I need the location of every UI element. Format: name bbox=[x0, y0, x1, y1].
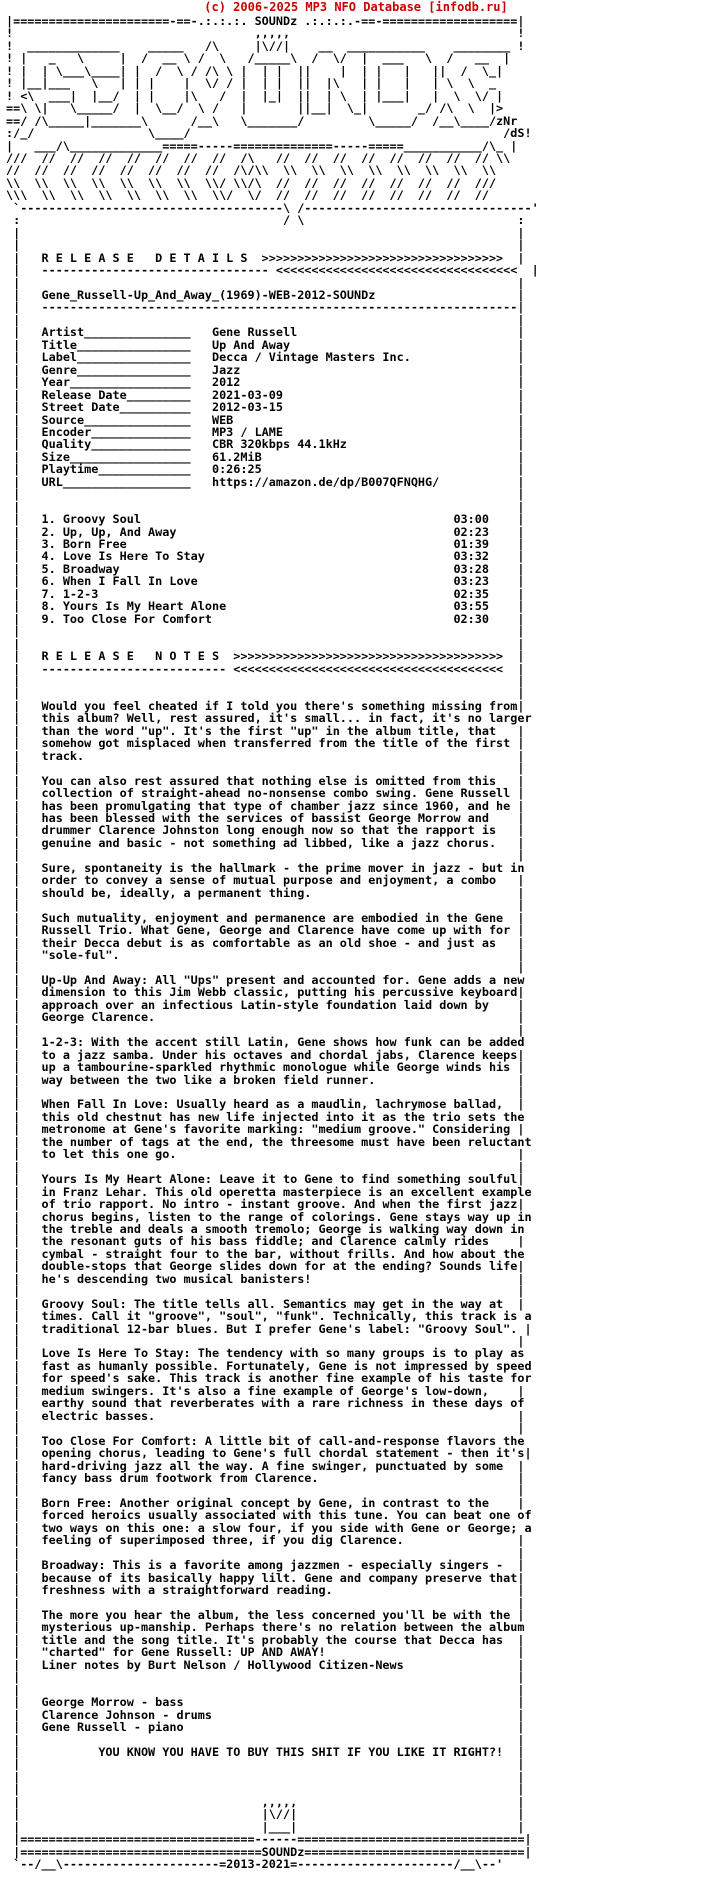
nfo-line: | Artist_______________ Gene Russell | bbox=[6, 325, 525, 340]
nfo-line: | | bbox=[6, 1421, 525, 1436]
nfo-line: | |___| | bbox=[6, 1819, 525, 1834]
nfo-line: | 1. Groovy Soul 03:00 | bbox=[6, 512, 525, 527]
nfo-line: | because of its basically happy lilt. Gene and company preserve that| bbox=[6, 1570, 525, 1585]
nfo-line: | fancy bass drum footwork from Clarence. | bbox=[6, 1471, 525, 1486]
nfo-line: | Source_______________ WEB | bbox=[6, 412, 525, 427]
nfo-line: |======================-==-.:.:.:. SOUNDz .:.:.:.-==-===================| bbox=[6, 14, 525, 28]
nfo-line: | this album? Well, rest assured, it's small... in fact, it's no larger bbox=[6, 711, 532, 726]
nfo-line: | approach over an infectious Latin-style foundation laid down by | bbox=[6, 997, 525, 1012]
nfo-line: | -------------------------- <<<<<<<<<<<<<<<<<<<<<<<<<<<<<<<<<<<<<< | bbox=[6, 661, 525, 676]
nfo-line: | | bbox=[6, 225, 525, 240]
nfo-line: | Born Free: Another original concept by Gene, in contrast to the | bbox=[6, 1495, 525, 1510]
nfo-line: | has been promulgating that type of chamber jazz since 1960, and he | bbox=[6, 798, 525, 813]
nfo-line: | cymbal - straight four to the bar, without frills. And how about the bbox=[6, 1246, 525, 1261]
nfo-line: | ,,,,, | bbox=[6, 1794, 525, 1809]
nfo-line: | forced heroics usually associated with this tune. You can beat one of bbox=[6, 1508, 532, 1523]
nfo-line: | Quality______________ CBR 320kbps 44.1kHz | bbox=[6, 437, 525, 452]
nfo-line: | | bbox=[6, 1595, 525, 1610]
nfo-line: | | bbox=[6, 898, 525, 913]
nfo-line: | up a tambourine-sparkled rhythmic monologue while George winds his | bbox=[6, 1060, 525, 1075]
nfo-line: | 6. When I Fall In Love 03:23 | bbox=[6, 574, 525, 589]
nfo-line: |=================================------================================| bbox=[6, 1832, 532, 1847]
nfo-line: | genuine and basic - not something ad libbed, like a jazz chorus. | bbox=[6, 835, 525, 850]
nfo-line: | | bbox=[6, 1159, 525, 1174]
nfo-line: ! | _ \ | / __ \ / \ /_____\ / \/ | ___ \ / __ | bbox=[6, 51, 511, 66]
nfo-line: | Too Close For Comfort: A little bit of call-and-response flavors the bbox=[6, 1433, 525, 1448]
nfo-line: | Broadway: This is a favorite among jazzmen - especially singers - | bbox=[6, 1558, 525, 1573]
nfo-line: | 7. 1-2-3 02:35 | bbox=[6, 586, 525, 601]
nfo-line: | 8. Yours Is My Heart Alone 03:55 | bbox=[6, 599, 525, 614]
nfo-line: | Encoder______________ MP3 / LAME | bbox=[6, 424, 525, 439]
nfo-line: | | bbox=[6, 1334, 525, 1349]
nfo-line: | |\//| | bbox=[6, 1807, 525, 1822]
nfo-line: | | bbox=[6, 624, 525, 639]
nfo-line: | Russell Trio. What Gene, George and Clarence have come up with for | bbox=[6, 923, 525, 938]
nfo-line: | dimension to this Jim Webb classic, putting his percussive keyboard| bbox=[6, 985, 525, 1000]
nfo-line: | URL__________________ https://amazon.de/dp/B007QFNQHG/ | bbox=[6, 474, 525, 489]
nfo-line: ! _____________ _____ /\ |\//| __ ___________ ________ ! bbox=[6, 38, 525, 53]
nfo-line: ! ,,,,, ! bbox=[6, 26, 525, 41]
nfo-line: | in Franz Lehar. This old operetta masterpiece is an excellent example bbox=[6, 1184, 532, 1199]
nfo-line: | | bbox=[6, 848, 525, 863]
nfo-line: `-------------------------------------\ /--------------------------------' bbox=[6, 200, 539, 215]
nfo-line: | 2. Up, Up, And Away 02:23 | bbox=[6, 524, 525, 539]
nfo-line: | opening chorus, leading to Gene's full chordal statement - then it's| bbox=[6, 1446, 532, 1461]
nfo-line: | | bbox=[6, 1483, 525, 1498]
nfo-line: | Love Is Here To Stay: The tendency with so many groups is to play as bbox=[6, 1346, 525, 1361]
nfo-line: | | bbox=[6, 1757, 525, 1772]
nfo-line: ==\ \| \_____/ | \__/ \ / | ||__| \_| _/ /\ \ |> bbox=[6, 101, 504, 116]
nfo-line: | the treble and deals a smooth tremolo; George is walking way down in bbox=[6, 1221, 525, 1236]
nfo-line: | two ways on this one: a slow four, if you side with Gene or George; a bbox=[6, 1520, 532, 1535]
nfo-line: | 3. Born Free 01:39 | bbox=[6, 537, 525, 552]
nfo-line: | | bbox=[6, 761, 525, 776]
nfo-line: | | bbox=[6, 1782, 525, 1797]
nfo-line: | Label________________ Decca / Vintage Masters Inc. | bbox=[6, 350, 525, 365]
nfo-line: | YOU KNOW YOU HAVE TO BUY THIS SHIT IF YOU LIKE IT RIGHT?! | bbox=[6, 1744, 525, 1759]
nfo-line: | medium swingers. It's also a fine example of George's low-down, | bbox=[6, 1383, 525, 1398]
nfodb-header: (c) 2006-2025 MP3 NFO Database [infodb.ru] bbox=[204, 0, 508, 14]
nfo-line: | mysterious up-manship. Perhaps there's no relation between the album bbox=[6, 1620, 525, 1635]
nfo-line: | Release Date_________ 2021-03-09 | bbox=[6, 387, 525, 402]
nfo-line: | should be, ideally, a permanent thing. | bbox=[6, 885, 525, 900]
nfo-line: | to let this one go. | bbox=[6, 1147, 525, 1162]
nfo-line: ! <\ ___| |__/ | | |\ / | |_| || | \ | |___| | \ \/ | bbox=[6, 88, 504, 103]
nfo-line: | Yours Is My Heart Alone: Leave it to Gene to find something soulful| bbox=[6, 1172, 525, 1187]
nfo-line: | Groovy Soul: The title tells all. Semantics may get in the way at | bbox=[6, 1296, 525, 1311]
nfo-line: /// // // // // // // // /\ // // // // // // // // \\ bbox=[6, 150, 511, 165]
nfo-line: | for speed's sake. This track is another fine example of his taste for bbox=[6, 1371, 532, 1386]
nfo-line: | Year_________________ 2012 | bbox=[6, 375, 525, 390]
nfo-line: | to a jazz samba. Under his octaves and chordal jabs, Clarence keeps| bbox=[6, 1047, 525, 1062]
nfo-line: | hard-driving jazz all the way. A fine swinger, punctuated by some | bbox=[6, 1458, 525, 1473]
nfo-line: :/_/ \____/ /dS! bbox=[6, 126, 532, 141]
nfo-line: | | bbox=[6, 1545, 525, 1560]
nfo-line: \\ \\ \\ \\ \\ \\ \\ \\/ \\/\ // // // // // // // /// bbox=[6, 175, 497, 190]
nfo-line: | Title________________ Up And Away | bbox=[6, 337, 525, 352]
nfo-line: | title and the song title. It's probably the course that Decca has | bbox=[6, 1632, 525, 1647]
nfo-line: | double-stops that George slides down for at the ending? Sounds life| bbox=[6, 1259, 525, 1274]
nfo-line: | -------------------------------------------------------------------| bbox=[6, 300, 525, 315]
nfo-line: | | bbox=[6, 275, 525, 290]
nfo-line: | Clarence Johnson - drums | bbox=[6, 1707, 525, 1722]
nfo-line: | R E L E A S E D E T A I L S >>>>>>>>>>>>>>>>>>>>>>>>>>>>>>>>>> | bbox=[6, 250, 525, 265]
nfo-text bbox=[6, 15, 539, 1871]
nfo-line: |==================================SOUNDz===============================| bbox=[6, 1844, 532, 1859]
nfo-line: | of trio rapport. No intro - instant groove. And when the first jazz| bbox=[6, 1197, 525, 1212]
nfo-line: ==/ /\_____|_______\ /__\ \_______/ \_____/ /__\____/zNr bbox=[6, 113, 518, 128]
nfo-line: | R E L E A S E N O T E S >>>>>>>>>>>>>>>>>>>>>>>>>>>>>>>>>>>>>> | bbox=[6, 649, 525, 664]
nfo-line: | | bbox=[6, 674, 525, 689]
nfo-line: | earthy sound that reverberates with a rare richness in these days of bbox=[6, 1396, 525, 1411]
nfo-line: | Gene Russell - piano | bbox=[6, 1720, 525, 1735]
nfo-line: | Sure, spontaneity is the hallmark - the prime mover in jazz - but in bbox=[6, 860, 525, 875]
nfo-line: \\\ \\ \\ \\ \\ \\ \\ \\/ \/ // // // // // // // // bbox=[6, 188, 497, 203]
nfo-line: | metronome at Gene's favorite marking: "medium groove." Considering | bbox=[6, 1122, 525, 1137]
nfo-line: | | bbox=[6, 1670, 525, 1685]
nfo-line: | | bbox=[6, 1732, 525, 1747]
nfo-line: | collection of straight-ahead no-nonsense combo swing. Gene Russell | bbox=[6, 786, 525, 801]
nfo-line: ! |__|___ \ | | | | \/ / | | | || |\ | | | | \ \ _ bbox=[6, 76, 504, 91]
nfo-line: | | bbox=[6, 1284, 525, 1299]
nfo-line: | he's descending two musical banisters! | bbox=[6, 1271, 525, 1286]
nfo-line: | Street Date__________ 2012-03-15 | bbox=[6, 400, 525, 415]
nfo-line: : / \ : bbox=[6, 213, 525, 228]
nfo-line: | chorus begins, listen to the range of colorings. Gene stays way up in bbox=[6, 1209, 532, 1224]
nfo-line: | 5. Broadway 03:28 | bbox=[6, 561, 525, 576]
nfo-line: | the number of tags at the end, the threesome must have been reluctant bbox=[6, 1134, 532, 1149]
nfo-line: | | bbox=[6, 686, 525, 701]
nfo-line: | than the word "up". It's the first "up" in the album title, that | bbox=[6, 723, 525, 738]
nfo-line: | track. | bbox=[6, 748, 525, 763]
nfo-line: | | bbox=[6, 1682, 525, 1697]
nfo-line: | 9. Too Close For Comfort 02:30 | bbox=[6, 611, 525, 626]
nfo-line: // // // // // // // // /\/\\ \\ \\ \\ \\ \\ \\ \\ \\ bbox=[6, 163, 497, 178]
nfo-line: | this old chestnut has new life injected into it as the trio sets the bbox=[6, 1109, 525, 1124]
nfo-line: | You can also rest assured that nothing else is omitted from this | bbox=[6, 773, 525, 788]
nfo-line: | -------------------------------- <<<<<<<<<<<<<<<<<<<<<<<<<<<<<<<<<< | bbox=[6, 263, 539, 278]
nfo-line: | | bbox=[6, 499, 525, 514]
nfo-line: | | bbox=[6, 636, 525, 651]
nfo-line: | fast as humanly possible. Fortunately, Gene is not impressed by speed bbox=[6, 1358, 532, 1373]
nfo-line: | Genre________________ Jazz | bbox=[6, 362, 525, 377]
nfo-line: | George Morrow - bass | bbox=[6, 1695, 525, 1710]
nfo-line: | | bbox=[6, 238, 525, 253]
nfo-line: | electric basses. | bbox=[6, 1408, 525, 1423]
nfo-line: | feeling of superimposed three, if you dig Clarence. | bbox=[6, 1533, 525, 1548]
nfo-line: | 4. Love Is Here To Stay 03:32 | bbox=[6, 549, 525, 564]
nfo-line: | traditional 12-bar blues. But I prefer Gene's label: "Groovy Soul". | bbox=[6, 1321, 532, 1336]
nfo-line: | drummer Clarence Johnston long enough now so that the rapport is | bbox=[6, 823, 525, 838]
nfo-line: | ___/\_____________=====-----==============-----=====___________/\_ | bbox=[6, 138, 518, 153]
nfo-line: | Playtime_____________ 0:26:25 | bbox=[6, 462, 525, 477]
nfo-line: | Up-Up And Away: All "Ups" present and accounted for. Gene adds a new bbox=[6, 972, 525, 987]
nfo-line: | has been blessed with the services of bassist George Morrow and | bbox=[6, 811, 525, 825]
nfo-line: | | bbox=[6, 1769, 525, 1784]
nfo-line: ! | | \___\____| | / \ / /\ \ | | | || | | | | || / \_| bbox=[6, 63, 504, 78]
nfo-line: | somehow got misplaced when transferred from the title of the first | bbox=[6, 736, 525, 751]
nfo-line: | times. Call it "groove", "soul", "funk". Technically, this track is a bbox=[6, 1309, 532, 1324]
nfo-line: | | bbox=[6, 1084, 525, 1099]
nfo-line: | freshness with a straightforward reading. | bbox=[6, 1583, 525, 1598]
nfo-line: | "charted" for Gene Russell: UP AND AWAY! | bbox=[6, 1645, 525, 1660]
nfo-line: | way between the two like a broken field runner. | bbox=[6, 1072, 525, 1087]
nfo-line: | The more you hear the album, the less concerned you'll be with the | bbox=[6, 1608, 525, 1622]
nfo-line: | | bbox=[6, 312, 525, 327]
nfo-line: | their Decca debut is as comfortable as an old shoe - and just as | bbox=[6, 935, 525, 950]
nfo-line: | When Fall In Love: Usually heard as a maudlin, lachrymose ballad, | bbox=[6, 1097, 525, 1112]
nfo-line: | the resonant guts of his bass fiddle; and Clarence calmly rides | bbox=[6, 1234, 525, 1249]
nfo-line: | Such mutuality, enjoyment and permanence are embodied in the Gene | bbox=[6, 910, 525, 925]
nfo-line: | Size_________________ 61.2MiB | bbox=[6, 449, 525, 464]
nfo-line: `--/__\----------------------=2013-2021=----------------------/__\--' bbox=[6, 1857, 504, 1872]
nfo-line: | | bbox=[6, 487, 525, 502]
nfo-line: | Would you feel cheated if I told you there's something missing from| bbox=[6, 698, 525, 713]
nfo-line: | "sole-ful". | bbox=[6, 947, 525, 962]
nfo-line: | 1-2-3: With the accent still Latin, Gene shows how funk can be added bbox=[6, 1035, 525, 1050]
nfo-line: | order to convey a sense of mutual purpose and enjoyment, a combo | bbox=[6, 873, 525, 888]
nfo-line: | | bbox=[6, 1022, 525, 1037]
nfo-line: | | bbox=[6, 960, 525, 975]
nfo-line: | Gene_Russell-Up_And_Away_(1969)-WEB-2012-SOUNDz | bbox=[6, 287, 525, 302]
nfo-line: | George Clarence. | bbox=[6, 1010, 525, 1025]
nfo-line: | Liner notes by Burt Nelson / Hollywood Citizen-News | bbox=[6, 1657, 525, 1672]
